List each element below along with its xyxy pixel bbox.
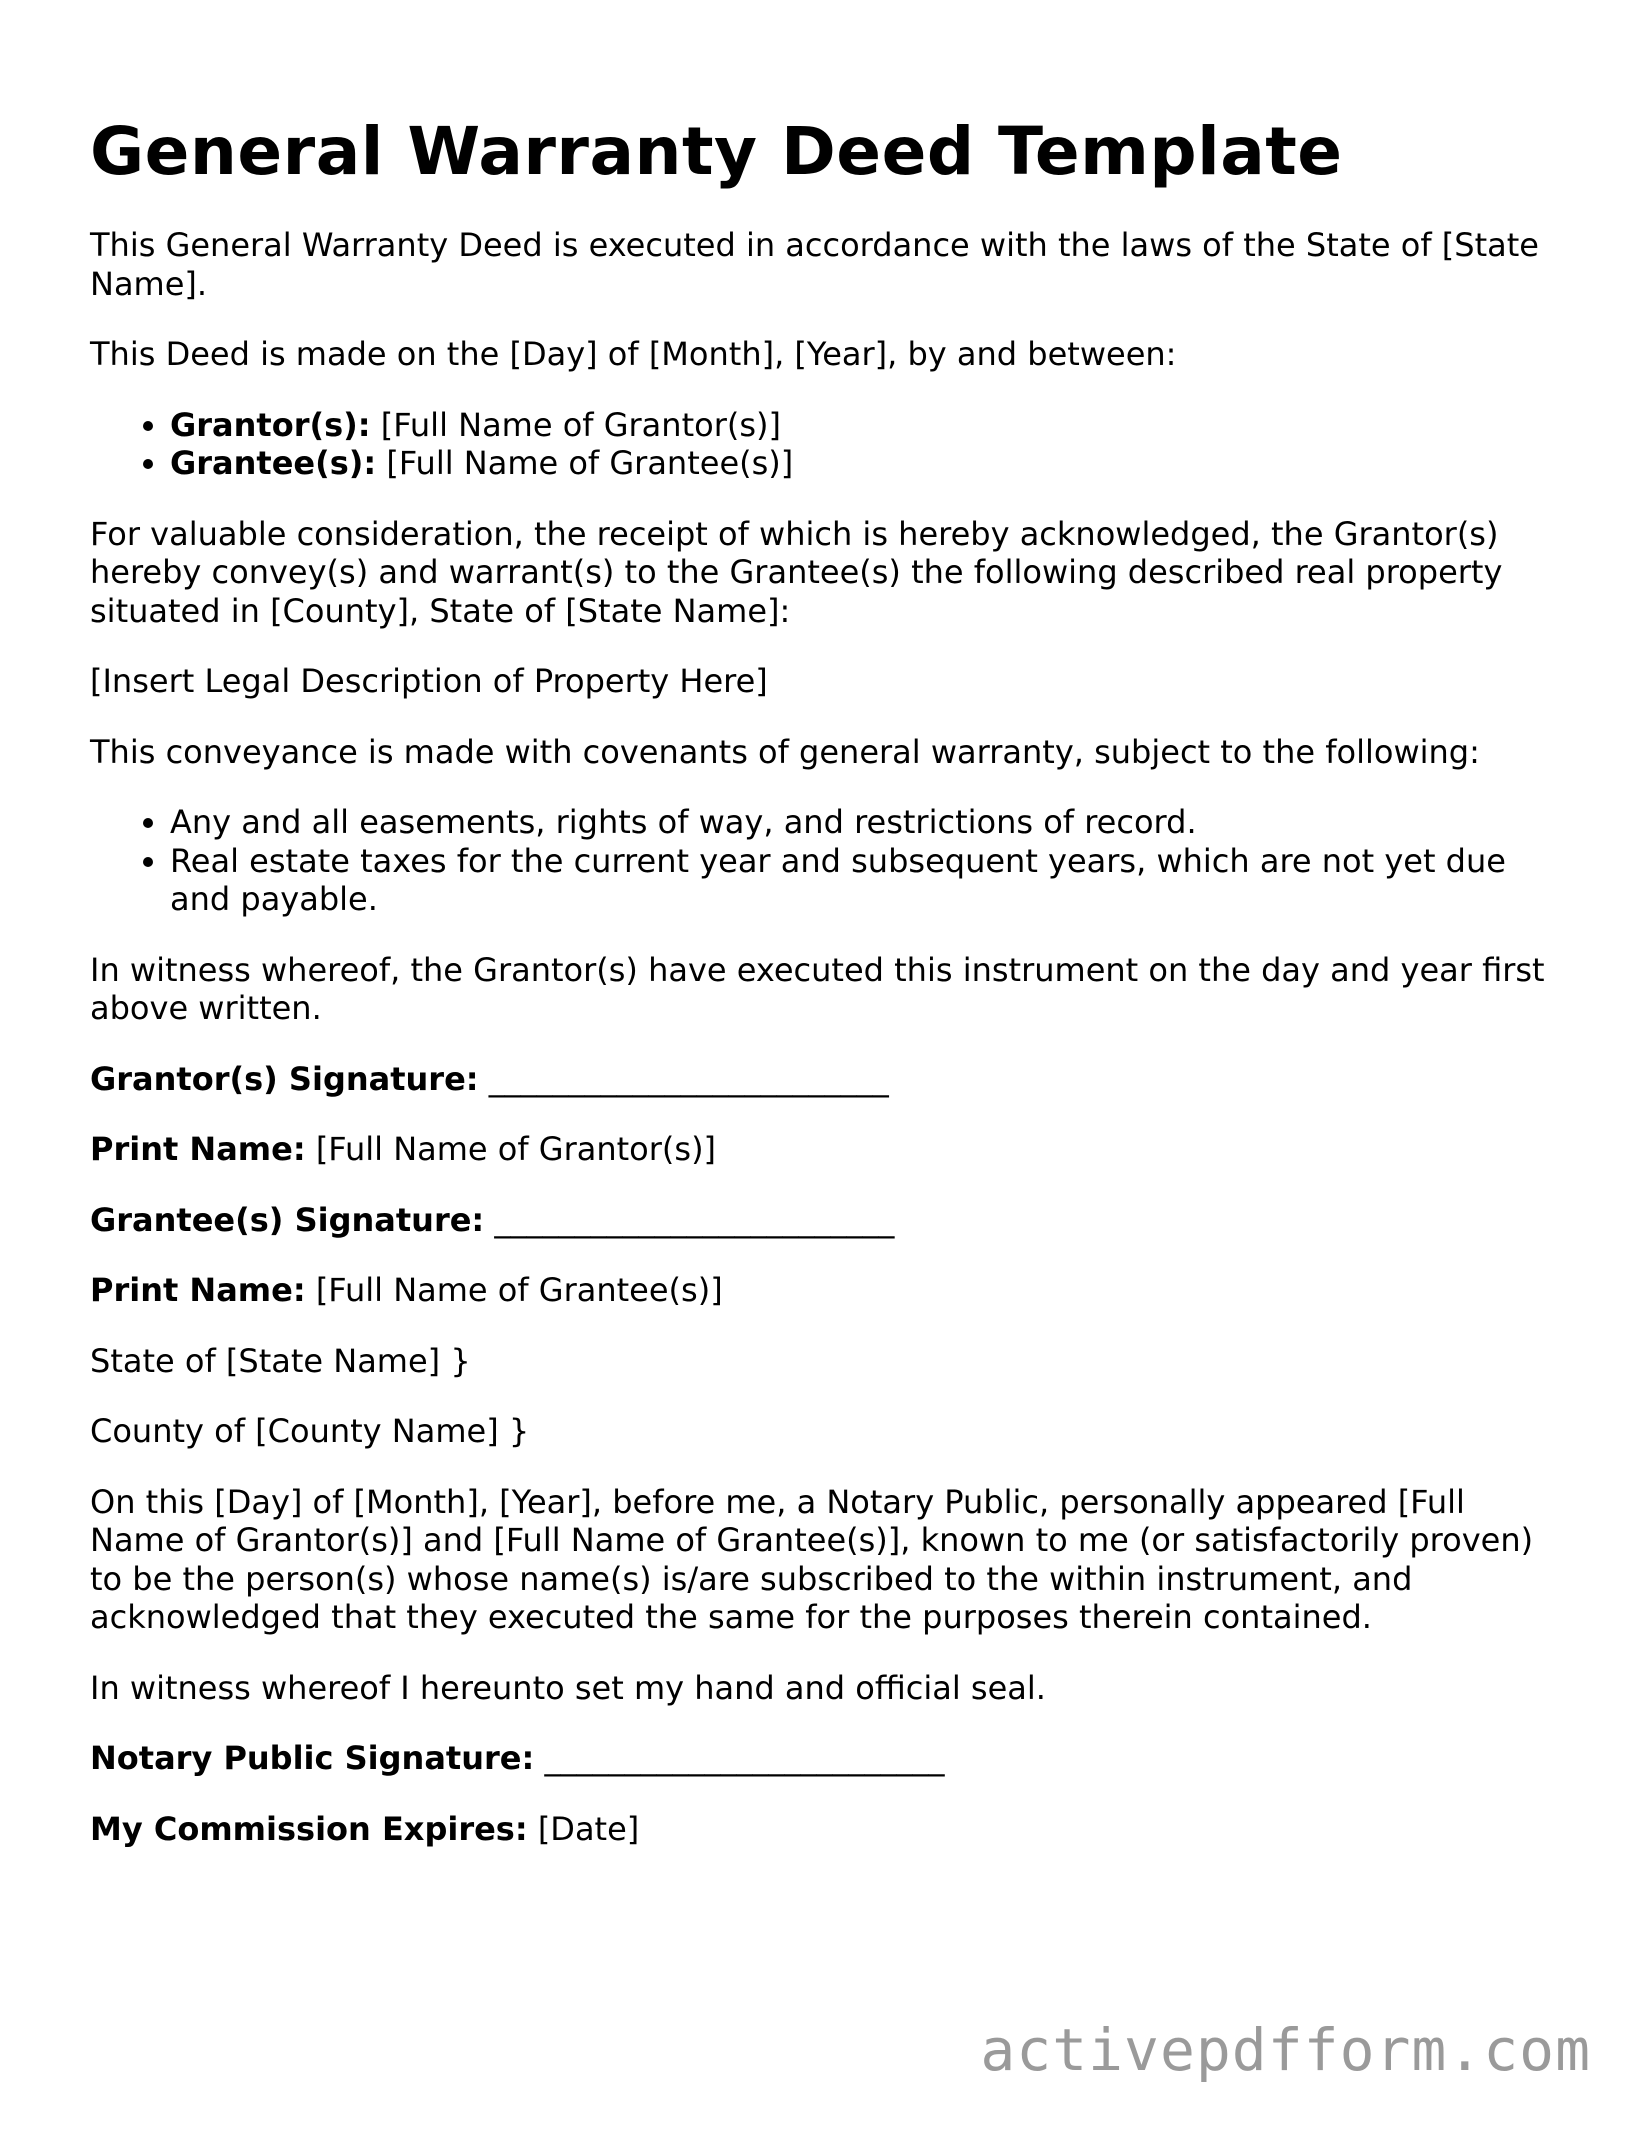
grantor-print-label: Print Name: <box>90 1130 306 1168</box>
notary-paragraph: On this [Day] of [Month], [Year], before me, a Notary Public, personally appeared [Full Name of Grantor(s)] and [Full Name of Grantee(s)], known to me (or satisfactorily proven) to be the person(s) whose name(s) is/are subscribed to the within instrument, and acknowledged that they executed the same for the purposes therein contained. <box>90 1482 1534 1636</box>
witness-paragraph: In witness whereof, the Grantor(s) have executed this instrument on the day and year first above written. <box>90 950 1545 1027</box>
grantee-print-label: Print Name: <box>90 1271 306 1309</box>
grantee-signature-label: Grantee(s) Signature: <box>90 1200 485 1239</box>
grantor-value: [Full Name of Grantor(s)] <box>380 405 781 444</box>
grantor-signature-line <box>90 1060 1560 1099</box>
made-on-paragraph: This Deed is made on the [Day] of [Month], [Year], by and between: <box>90 335 1177 373</box>
list-item <box>170 444 1560 483</box>
grantor-label: Grantor(s): <box>170 405 371 444</box>
notary-signature-label: Notary Public Signature: <box>90 1739 535 1777</box>
intro-paragraph: This General Warranty Deed is executed in accordance with the laws of the State of [State Name]. <box>90 226 1539 303</box>
grantor-signature-blank: _________________________ <box>488 1059 889 1098</box>
parties-list <box>90 406 1560 483</box>
legal-description: [Insert Legal Description of Property Here] <box>90 662 768 700</box>
list-item: • Real estate taxes for the current year and subsequent years, which are not yet due and payable. <box>170 842 1560 919</box>
grantee-label: Grantee(s): <box>170 444 377 482</box>
grantee-print-line <box>90 1271 1560 1310</box>
list-item: • Any and all easements, rights of way, and restrictions of record. <box>170 803 1560 842</box>
grantor-print-value: [Full Name of Grantor(s)] <box>315 1130 717 1168</box>
grantee-value: [Full Name of Grantee(s)] <box>386 444 794 482</box>
list-item <box>170 406 1560 445</box>
grantee-signature-blank: _________________________ <box>494 1200 895 1239</box>
covenants-list <box>90 803 1560 919</box>
watermark: activepdfform.com <box>980 2016 1591 2084</box>
notary-signature-line <box>90 1739 1560 1778</box>
county-line: County of [County Name] } <box>90 1412 530 1450</box>
notary-signature-blank: _________________________ <box>544 1739 945 1777</box>
grantor-signature-label: Grantor(s) Signature: <box>90 1059 479 1098</box>
document-page <box>90 112 1560 1880</box>
grantor-print-line <box>90 1130 1560 1169</box>
state-line: State of [State Name] } <box>90 1341 471 1380</box>
page-title: General Warranty Deed Template <box>90 113 1343 190</box>
commission-label: My Commission Expires: <box>90 1809 528 1848</box>
grantee-print-value: [Full Name of Grantee(s)] <box>315 1271 723 1309</box>
grantee-signature-line <box>90 1201 1560 1240</box>
commission-line <box>90 1810 1560 1849</box>
commission-value: [Date] <box>537 1809 640 1848</box>
covenants-intro: This conveyance is made with covenants of general warranty, subject to the following: <box>90 732 1480 771</box>
consideration-paragraph: For valuable consideration, the receipt of which is hereby acknowledged, the Grantor(s) hereby convey(s) and warrant(s) to the Grantee(s) the following described real property situated in [County], State of [State Name]: <box>90 514 1503 630</box>
notary-witness-paragraph: In witness whereof I hereunto set my hand and official seal. <box>90 1668 1046 1707</box>
